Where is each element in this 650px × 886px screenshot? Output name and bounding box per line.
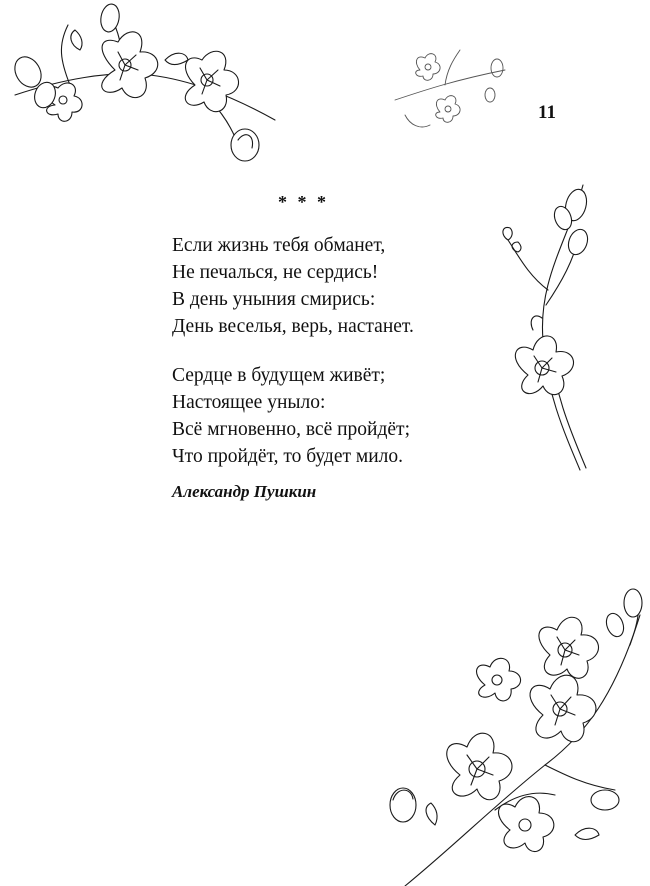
poem-line: Что пройдёт, то будет мило. [172, 446, 404, 467]
poem-author: Александр Пушкин [172, 482, 317, 501]
bottom-right-blossom-branch-illustration [375, 585, 650, 886]
top-center-faded-blossom-illustration [385, 40, 515, 140]
poem-line: Сердце в будущем живёт; [172, 365, 386, 386]
poem-line: День веселья, верь, настанет. [172, 316, 414, 337]
stanza-separator: * * * [278, 192, 329, 212]
right-middle-blossom-twig-illustration [488, 180, 608, 480]
poem-stanza [172, 362, 410, 470]
poem-stanza [172, 232, 414, 340]
poem-line: Не печалься, не сердись! [172, 262, 379, 283]
page-number: 11 [538, 102, 556, 123]
top-left-blossom-branch-illustration [0, 0, 290, 180]
poem-line: Если жизнь тебя обманет, [172, 235, 386, 256]
poem-line: Настоящее уныло: [172, 392, 326, 413]
poem-line: В день уныния смирись: [172, 289, 376, 310]
poem-line: Всё мгновенно, всё пройдёт; [172, 419, 410, 440]
